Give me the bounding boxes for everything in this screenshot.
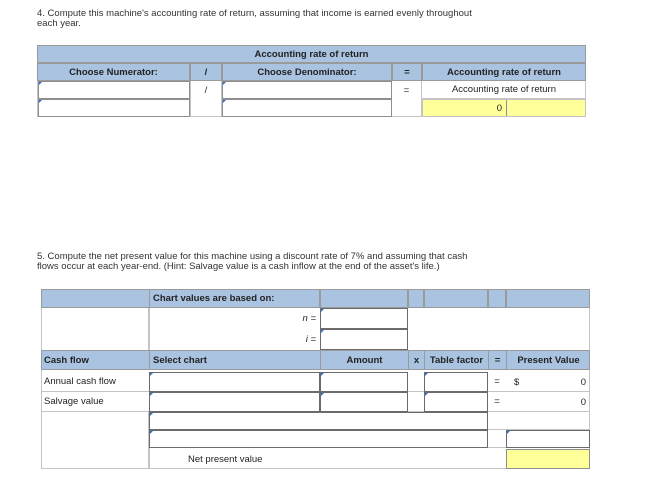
annual-present-value: [506, 372, 590, 392]
question-4-line-1: 4. Compute this machine's accounting rate of return, assuming that income is earned evenly throughout: [37, 8, 472, 19]
header-cell-amount-col: [320, 289, 408, 308]
equals-spacer: [392, 99, 422, 117]
salvage-value-amount-input[interactable]: [320, 392, 408, 412]
arr-result-label: [422, 81, 586, 99]
table-factor-header-text: Table factor: [429, 354, 484, 366]
division-sign-text: /: [204, 66, 208, 78]
multiply-header-text: x: [413, 354, 420, 366]
annual-x-spacer: [408, 372, 424, 392]
select-chart-header-text: Select chart: [153, 354, 207, 366]
denominator-select[interactable]: [222, 81, 392, 99]
i-label: [149, 329, 320, 350]
arr-result-value: [423, 100, 507, 116]
amount-header-text: Amount: [346, 354, 383, 366]
question-5-text: [37, 252, 597, 272]
amount-header: [320, 350, 408, 370]
division-spacer: [190, 99, 222, 117]
salvage-equals-sign: [488, 392, 506, 412]
net-present-value-result: [506, 449, 590, 469]
division-sign-header: [190, 63, 222, 81]
extra-row-2-eq-spacer: [488, 430, 506, 448]
header-cell-eq-col: [488, 289, 506, 308]
annual-cash-flow-label: [41, 372, 149, 392]
equals-header: [392, 63, 422, 81]
header-cell-x-col: [408, 289, 424, 308]
division-sign-row-text: /: [204, 84, 208, 96]
arr-result-header: [422, 63, 586, 81]
salvage-present-value-text: 0: [580, 397, 586, 408]
net-present-value-label-cell: [149, 448, 488, 469]
arr-table-title-text: Accounting rate of return: [254, 48, 369, 60]
choose-denominator-text: Choose Denominator:: [257, 66, 357, 78]
numerator-select[interactable]: [38, 81, 190, 99]
annual-cash-flow-chart-select[interactable]: [149, 372, 320, 392]
annual-equals-sign: [488, 372, 506, 392]
salvage-value-label: [41, 392, 149, 412]
question-5-line-2: flows occur at each year-end. (Hint: Salvage value is a cash inflow at the end of the asset's life.): [37, 261, 440, 272]
npv-blank-bottom-left: [41, 412, 149, 469]
arr-result-header-text: Accounting rate of return: [446, 66, 561, 78]
arr-result-label-text: Accounting rate of return: [451, 84, 557, 95]
annual-equals-text: =: [494, 376, 500, 387]
numerator-amount-input[interactable]: [38, 99, 190, 117]
present-value-header-text: Present Value: [517, 354, 580, 366]
net-present-value-label-text: Net present value: [188, 454, 263, 465]
denominator-amount-input[interactable]: [222, 99, 392, 117]
n-input[interactable]: [320, 308, 408, 329]
division-sign: [190, 81, 222, 99]
choose-numerator-label: [37, 63, 190, 81]
arr-table-title: [37, 45, 586, 63]
salvage-value-factor-input[interactable]: [424, 392, 488, 412]
arr-result-value-text: 0: [496, 102, 502, 114]
question-5-line-1: 5. Compute the net present value for this machine using a discount rate of 7% and assuming that cash: [37, 251, 468, 262]
salvage-x-spacer: [408, 392, 424, 412]
multiply-header: [408, 350, 424, 370]
cash-flow-header: [41, 350, 149, 370]
npv-blank-left: [41, 308, 149, 350]
equals-col-header-text: =: [494, 354, 501, 366]
salvage-value-label-text: Salvage value: [44, 396, 104, 407]
chart-values-label: [149, 289, 320, 308]
annual-cash-flow-factor-input[interactable]: [424, 372, 488, 392]
salvage-present-value: [506, 392, 590, 412]
n-label: [149, 308, 320, 329]
i-input[interactable]: [320, 329, 408, 350]
cash-flow-header-text: Cash flow: [44, 354, 89, 366]
header-cell-factor-col: [424, 289, 488, 308]
extra-row-input-2[interactable]: [149, 430, 488, 448]
npv-divider-1: [149, 308, 150, 350]
arr-result-cell: [422, 99, 586, 117]
choose-numerator-text: Choose Numerator:: [69, 66, 158, 78]
header-cell-pv-col: [506, 289, 590, 308]
extra-row-1-blank: [488, 412, 590, 430]
equals-sign-text: =: [403, 84, 410, 96]
present-value-header: [506, 350, 590, 370]
equals-col-header: [488, 350, 506, 370]
annual-cash-flow-amount-input[interactable]: [320, 372, 408, 392]
annual-currency-symbol: $: [514, 377, 520, 388]
question-4-line-2: each year.: [37, 18, 81, 29]
equals-header-text: =: [404, 66, 410, 78]
i-label-text: i =: [305, 334, 316, 345]
choose-denominator-label: [222, 63, 392, 81]
question-4-text: [37, 9, 597, 29]
extra-row-input-1[interactable]: [149, 412, 488, 430]
equals-sign: [392, 81, 422, 99]
salvage-equals-text: =: [494, 396, 500, 407]
chart-values-label-text: Chart values are based on:: [153, 293, 275, 304]
salvage-value-chart-select[interactable]: [149, 392, 320, 412]
extra-row-2-value-input[interactable]: [506, 430, 590, 448]
annual-cash-flow-label-text: Annual cash flow: [44, 376, 116, 387]
annual-present-value-text: 0: [580, 377, 586, 388]
npv-eq-spacer: [488, 448, 506, 469]
select-chart-header: [149, 350, 320, 370]
n-label-text: n =: [302, 313, 316, 324]
table-factor-header: [424, 350, 488, 370]
